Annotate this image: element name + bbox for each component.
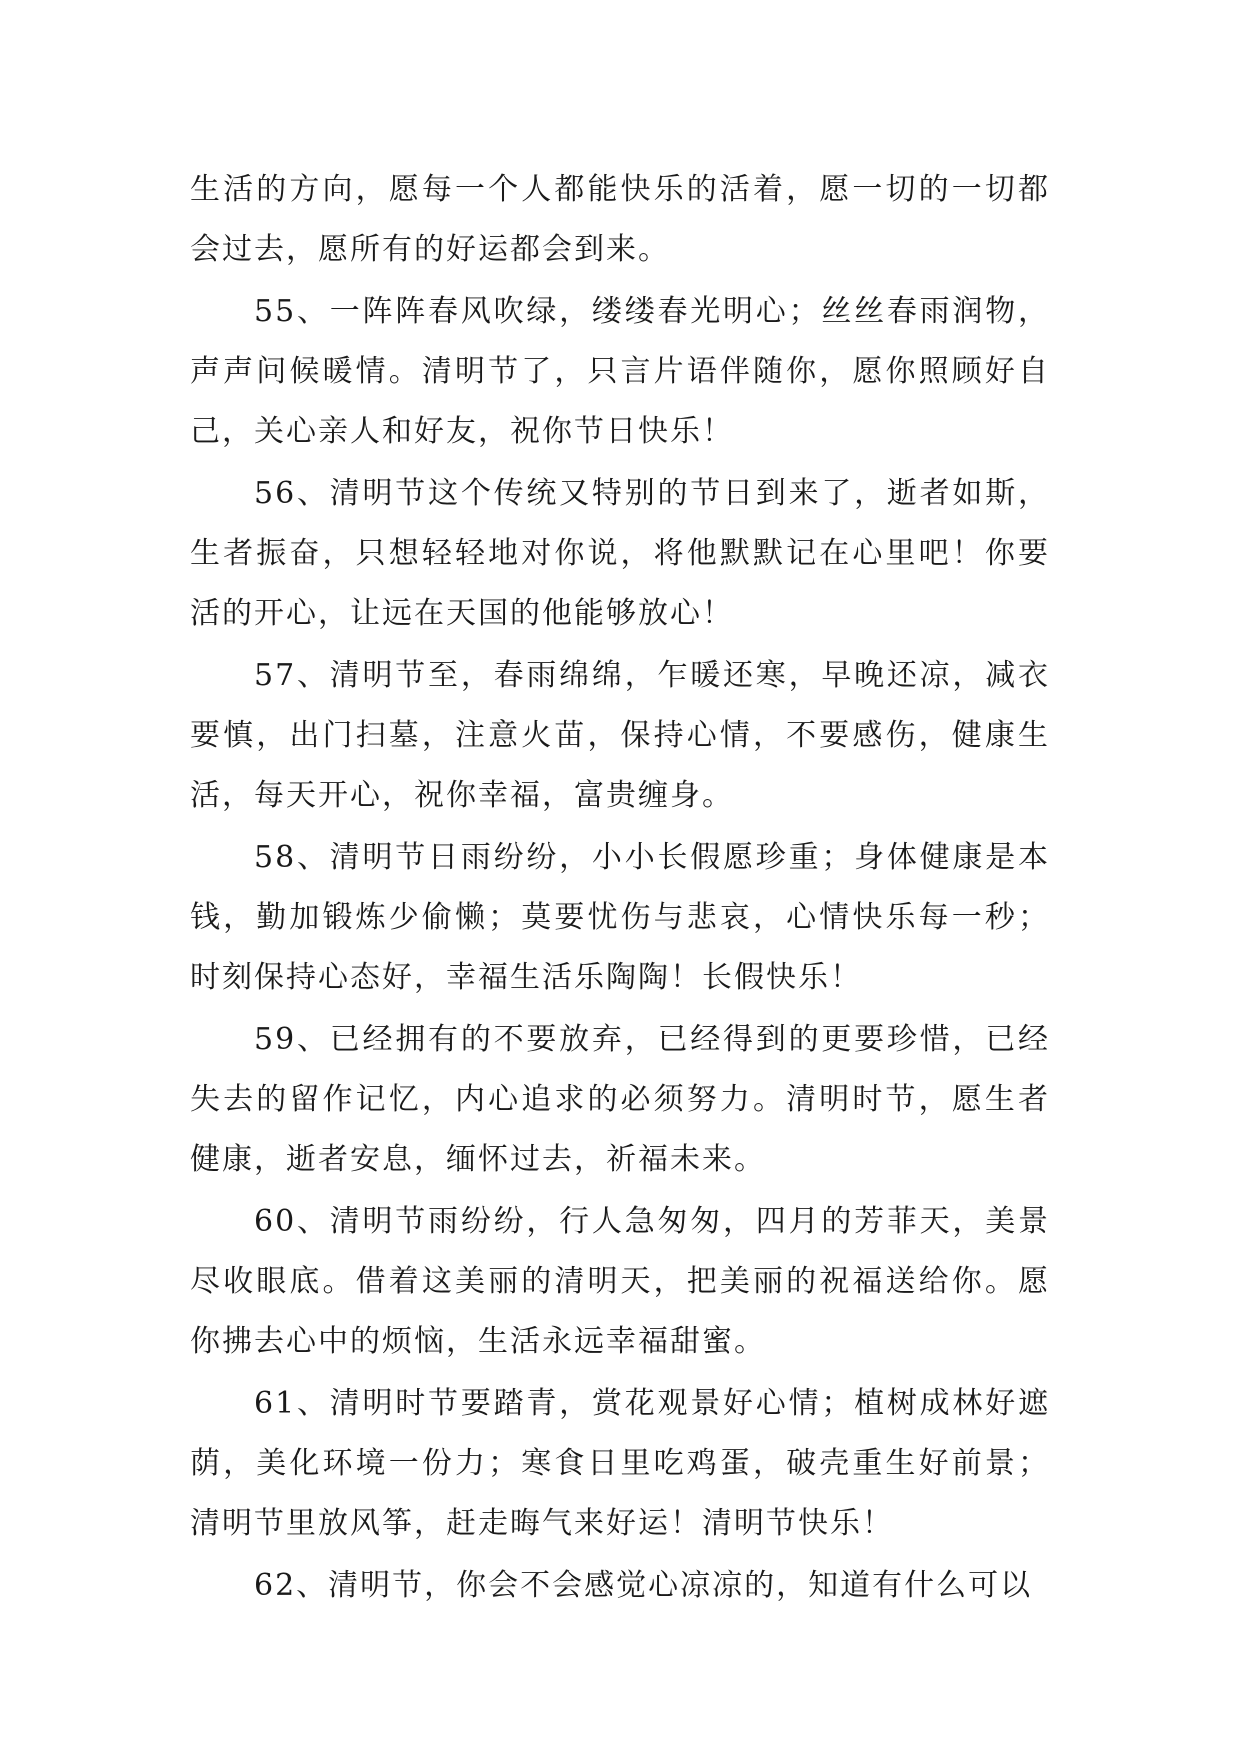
paragraph-59: 59、已经拥有的不要放弃，已经得到的更要珍惜，已经失去的留作记忆，内心追求的必须努力。清明时节，愿生者健康，逝者安息，缅怀过去，祈福未来。 (190, 1022, 1050, 1177)
paragraph-61: 61、清明时节要踏青，赏花观景好心情；植树成林好遮荫，美化环境一份力；寒食日里吃鸡蛋，破壳重生好前景；清明节里放风筝，赶走晦气来好运！清明节快乐！ (190, 1386, 1050, 1541)
paragraph-continuation: 生活的方向，愿每一个人都能快乐的活着，愿一切的一切都会过去，愿所有的好运都会到来。 (190, 172, 1050, 267)
paragraph-60: 60、清明节雨纷纷，行人急匆匆，四月的芳菲天，美景尽收眼底。借着这美丽的清明天，把美丽的祝福送给你。愿你拂去心中的烦恼，生活永远幸福甜蜜。 (190, 1204, 1050, 1359)
paragraph-56: 56、清明节这个传统又特别的节日到来了，逝者如斯，生者振奋，只想轻轻地对你说，将他默默记在心里吧！你要活的开心，让远在天国的他能够放心！ (190, 476, 1050, 631)
paragraph-62: 62、清明节，你会不会感觉心凉凉的，知道有什么可以 (254, 1568, 1033, 1603)
document-body (190, 160, 1050, 1618)
paragraph-55: 55、一阵阵春风吹绿，缕缕春光明心；丝丝春雨润物，声声问候暖情。清明节了，只言片语伴随你，愿你照顾好自己，关心亲人和好友，祝你节日快乐！ (190, 294, 1050, 449)
paragraph-58: 58、清明节日雨纷纷，小小长假愿珍重；身体健康是本钱，勤加锻炼少偷懒；莫要忧伤与悲哀，心情快乐每一秒；时刻保持心态好，幸福生活乐陶陶！长假快乐！ (190, 840, 1050, 995)
paragraph-57: 57、清明节至，春雨绵绵，乍暖还寒，早晚还凉，减衣要慎，出门扫墓，注意火苗，保持心情，不要感伤，健康生活，每天开心，祝你幸福，富贵缠身。 (190, 658, 1050, 813)
